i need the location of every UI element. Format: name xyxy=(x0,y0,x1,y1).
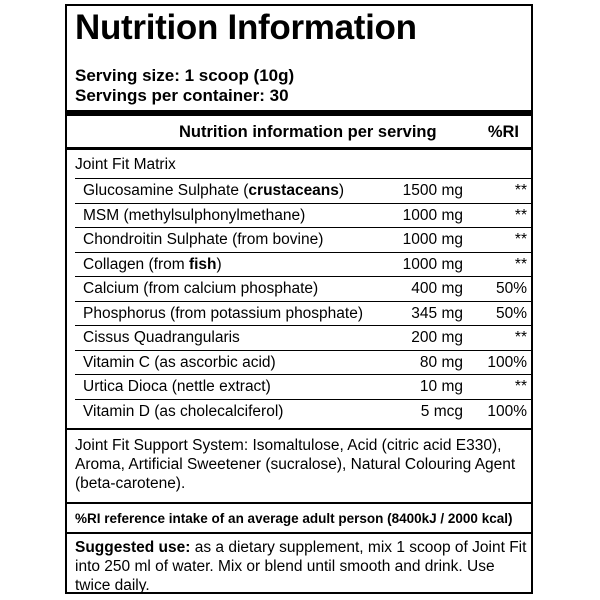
nutrient-name: Calcium (from calcium phosphate) xyxy=(83,280,319,297)
nutrient-amount: 5 mcg xyxy=(420,402,463,420)
ingredients-divider xyxy=(67,502,531,504)
suggested-use xyxy=(75,538,527,595)
serving-size: Serving size: 1 scoop (10g) xyxy=(75,66,295,85)
nutrient-amount: 10 mg xyxy=(419,378,463,395)
nutrient-amount: 200 mg xyxy=(411,329,463,346)
reference-note: %RI reference intake of an average adult person (8400kJ / 2000 kcal) xyxy=(75,511,513,526)
nutrient-amount: 1500 mg xyxy=(402,182,463,199)
table-row xyxy=(75,325,531,350)
nutrient-ri: ** xyxy=(514,378,527,395)
header-divider xyxy=(67,147,531,150)
table-row xyxy=(75,203,531,228)
nutrient-ri: ** xyxy=(514,182,527,199)
suggested-use-text: as a dietary supplement, mix 1 scoop of Joint Fit into 250 ml of water. Mix or blend until smooth and drink. Use twice daily. xyxy=(75,539,527,594)
nutrient-name: MSM (methylsulphonylmethane) xyxy=(83,206,306,224)
nutrient-name: Collagen (from fish) xyxy=(83,255,222,273)
nutrient-name: Vitamin D (as cholecalciferol) xyxy=(83,402,284,420)
nutrient-ri: ** xyxy=(514,255,527,273)
group-label: Joint Fit Matrix xyxy=(75,156,176,173)
nutrient-ri: 50% xyxy=(495,304,527,322)
nutrient-name: Chondroitin Sulphate (from bovine) xyxy=(83,231,324,248)
nutrient-ri: ** xyxy=(514,329,527,346)
nutrient-ri: 100% xyxy=(487,402,527,420)
table-header-label: Nutrition information per serving xyxy=(179,123,437,141)
nutrient-name: Phosphorus (from potassium phosphate) xyxy=(83,304,364,322)
table-row xyxy=(75,178,531,203)
nutrient-ri: ** xyxy=(514,206,527,224)
nutrient-amount: 1000 mg xyxy=(402,231,463,248)
table-row xyxy=(75,252,531,277)
allergen-highlight: fish xyxy=(188,255,217,273)
page-title: Nutrition Information xyxy=(75,8,417,47)
section-divider xyxy=(67,110,531,116)
nutrient-name: Vitamin C (as ascorbic acid) xyxy=(83,353,276,371)
nutrient-amount: 80 mg xyxy=(419,353,463,371)
table-row xyxy=(75,350,531,375)
servings-per-container: Servings per container: 30 xyxy=(75,86,289,105)
table-row xyxy=(75,227,531,252)
reference-divider xyxy=(67,532,531,534)
table-row xyxy=(75,374,531,399)
nutrition-panel xyxy=(65,4,533,594)
nutrient-amount: 1000 mg xyxy=(402,255,463,273)
nutrient-ri: 50% xyxy=(495,280,527,297)
nutrient-ri: 100% xyxy=(487,353,527,371)
nutrient-ri: ** xyxy=(514,231,527,248)
suggested-use-label: Suggested use: xyxy=(75,539,191,556)
table-row xyxy=(75,301,531,326)
ingredients-text: Joint Fit Support System: Isomaltulose, Acid (citric acid E330), Aroma, Artificial Sweetener (sucralose), Natural Colouring Agent (beta-carotene). xyxy=(75,437,516,492)
nutrient-amount: 345 mg xyxy=(411,304,463,322)
table-row xyxy=(75,276,531,301)
table-row xyxy=(75,399,531,424)
nutrient-name: Cissus Quadrangularis xyxy=(83,329,240,346)
allergen-highlight: crustaceans xyxy=(248,182,339,199)
table-divider xyxy=(67,428,531,430)
nutrient-amount: 400 mg xyxy=(411,280,463,297)
table-header-ri: %RI xyxy=(487,123,519,141)
nutrient-name: Urtica Dioca (nettle extract) xyxy=(83,378,271,395)
nutrient-amount: 1000 mg xyxy=(402,206,463,224)
nutrient-name: Glucosamine Sulphate (crustaceans) xyxy=(83,182,345,199)
